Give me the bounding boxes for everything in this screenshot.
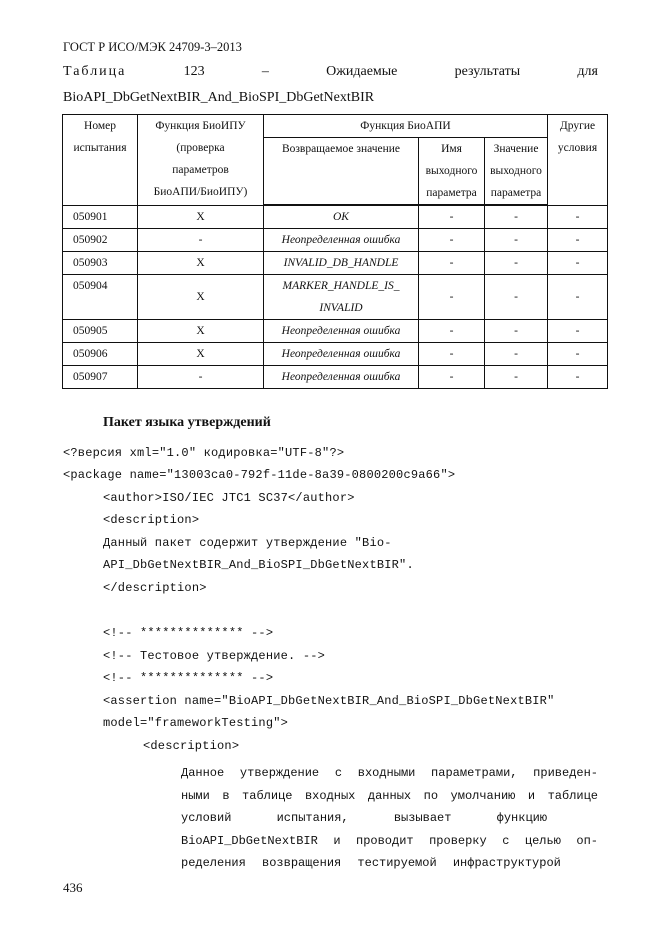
table-row: 050907 - Неопределенная ошибка - - - bbox=[63, 366, 608, 389]
code-line: <package name="13003ca0-792f-11de-8a39-0800200c9a66"> bbox=[63, 468, 456, 482]
header-other-conditions: Другие условия bbox=[548, 115, 608, 206]
code-line: <author>ISO/IEC JTC1 SC37</author> bbox=[103, 491, 355, 505]
header-test-number: Номер испытания bbox=[63, 115, 138, 206]
results-table bbox=[62, 114, 608, 389]
paragraph-line: Данное утверждение с входными параметрами, приведен- bbox=[181, 766, 598, 780]
table-row: 050904 X MARKER_HANDLE_IS_ INVALID - - - bbox=[63, 275, 608, 320]
code-line: model="frameworkTesting"> bbox=[103, 716, 289, 730]
code-line: API_DbGetNextBIR_And_BioSPI_DbGetNextBIR". bbox=[103, 558, 414, 572]
caption-word: 123 bbox=[183, 64, 205, 79]
section-title: Пакет языка утверждений bbox=[103, 415, 271, 430]
header-bioapi-function: Функция БиоАПИ bbox=[264, 115, 548, 138]
code-line: <!-- ************** --> bbox=[103, 626, 274, 640]
caption-word: результаты bbox=[454, 64, 521, 79]
header-param-name: Имя выходного параметра bbox=[419, 138, 485, 206]
caption-word: Таблица bbox=[63, 64, 127, 79]
header-bioipu-function: Функция БиоИПУ (проверка параметров БиоАПИ/БиоИПУ) bbox=[138, 115, 264, 206]
table-caption-line2: BioAPI_DbGetNextBIR_And_BioSPI_DbGetNextBIR bbox=[63, 90, 375, 105]
table-row: 050906 X Неопределенная ошибка - - - bbox=[63, 343, 608, 366]
header-return-value: Возвращаемое значение bbox=[264, 138, 419, 206]
code-line: <description> bbox=[143, 739, 240, 753]
table-row: 050901 X OK - - - bbox=[63, 205, 608, 229]
caption-word: Ожидаемые bbox=[326, 64, 398, 79]
paragraph-line: ределения возвращения тестируемой инфраструктурой bbox=[181, 856, 561, 870]
table-row: 050902 - Неопределенная ошибка - - - bbox=[63, 229, 608, 252]
paragraph-line: ными в таблице входных данных по умолчанию и таблице bbox=[181, 788, 598, 803]
caption-word: для bbox=[577, 64, 598, 79]
code-line: Данный пакет содержит утверждение "Bio- bbox=[103, 536, 392, 550]
code-line: <!-- Тестовое утверждение. --> bbox=[103, 649, 326, 663]
code-description-paragraph bbox=[181, 762, 598, 875]
code-line: </description> bbox=[103, 581, 207, 595]
header-param-value: Значение выходного параметра bbox=[485, 138, 548, 206]
table-caption-line1 bbox=[63, 64, 598, 80]
code-line: <!-- ************** --> bbox=[103, 671, 274, 685]
table-row: 050905 X Неопределенная ошибка - - - bbox=[63, 320, 608, 343]
document-header: ГОСТ Р ИСО/МЭК 24709-3–2013 bbox=[63, 40, 242, 54]
paragraph-line: условий испытания, вызывает функцию bbox=[181, 811, 548, 825]
paragraph-line: BioAPI_DbGetNextBIR и проводит проверку с целью оп- bbox=[181, 833, 598, 848]
caption-word: – bbox=[261, 64, 269, 79]
code-line: <assertion name="BioAPI_DbGetNextBIR_And_BioSPI_DbGetNextBIR" bbox=[103, 694, 555, 708]
code-line: <description> bbox=[103, 513, 200, 527]
page-number: 436 bbox=[63, 880, 83, 895]
table-row: 050903 X INVALID_DB_HANDLE - - - bbox=[63, 252, 608, 275]
code-line: <?версия xml="1.0" кодировка="UTF-8"?> bbox=[63, 446, 345, 460]
